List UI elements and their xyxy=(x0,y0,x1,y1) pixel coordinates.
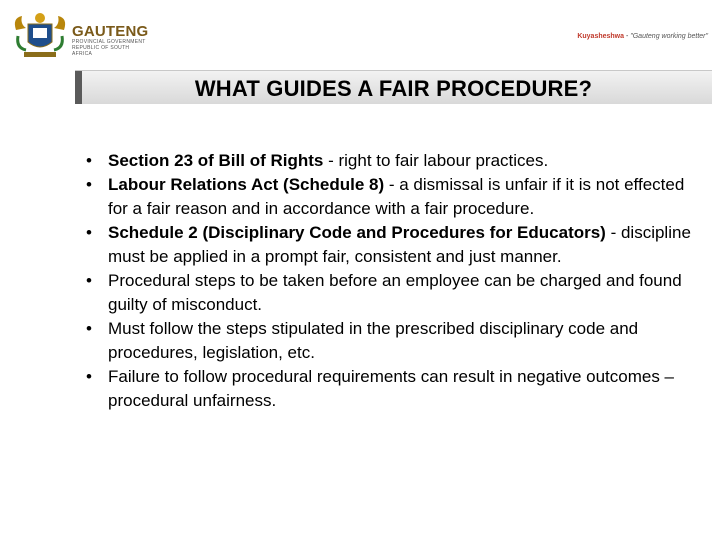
logo-name: GAUTENG xyxy=(72,23,149,40)
slogan-separator: - xyxy=(624,33,631,40)
bullet-item xyxy=(86,317,706,365)
logo-subtitle-country: REPUBLIC OF SOUTH AFRICA xyxy=(72,45,130,57)
bullet-bold: Labour Relations Act (Schedule 8) xyxy=(108,175,385,194)
slogan-brand: Kuyasheshwa xyxy=(577,33,625,40)
bullet-item xyxy=(86,149,706,173)
bullet-text: Must follow the steps stipulated in the prescribed disciplinary code and procedures, legislation, etc. xyxy=(108,319,639,362)
slogan xyxy=(577,33,708,40)
bullet-bold: Schedule 2 (Disciplinary Code and Procedures for Educators) xyxy=(108,223,606,242)
bullet-text: - a dismissal is unfair if it is not effected for a fair reason and in accordance with a fair procedure. xyxy=(108,175,685,218)
slogan-text: "Gauteng working better" xyxy=(630,33,708,40)
bullet-text: Procedural steps to be taken before an employee can be charged and found guilty of misconduct. xyxy=(108,271,682,314)
slide-title: WHAT GUIDES A FAIR PROCEDURE? xyxy=(194,76,593,101)
coat-of-arms-icon xyxy=(10,10,70,60)
gauteng-logo xyxy=(10,10,149,60)
header xyxy=(0,0,720,72)
bullet-list xyxy=(86,149,706,413)
bullet-item xyxy=(86,365,706,413)
bullet-text: - discipline must be applied in a prompt fair, consistent and just manner. xyxy=(108,223,691,266)
bullet-text: Failure to follow procedural requirements can result in negative outcomes – procedural unfairness. xyxy=(108,367,675,410)
bullet-item xyxy=(86,221,706,269)
title-bar xyxy=(75,70,712,104)
bullet-item xyxy=(86,269,706,317)
logo-subtitle: PROVINCIAL GOVERNMENT xyxy=(72,39,146,45)
bullet-text: - right to fair labour practices. xyxy=(323,151,549,170)
bullet-item xyxy=(86,173,706,221)
bullet-bold: Section 23 of Bill of Rights xyxy=(108,151,324,170)
